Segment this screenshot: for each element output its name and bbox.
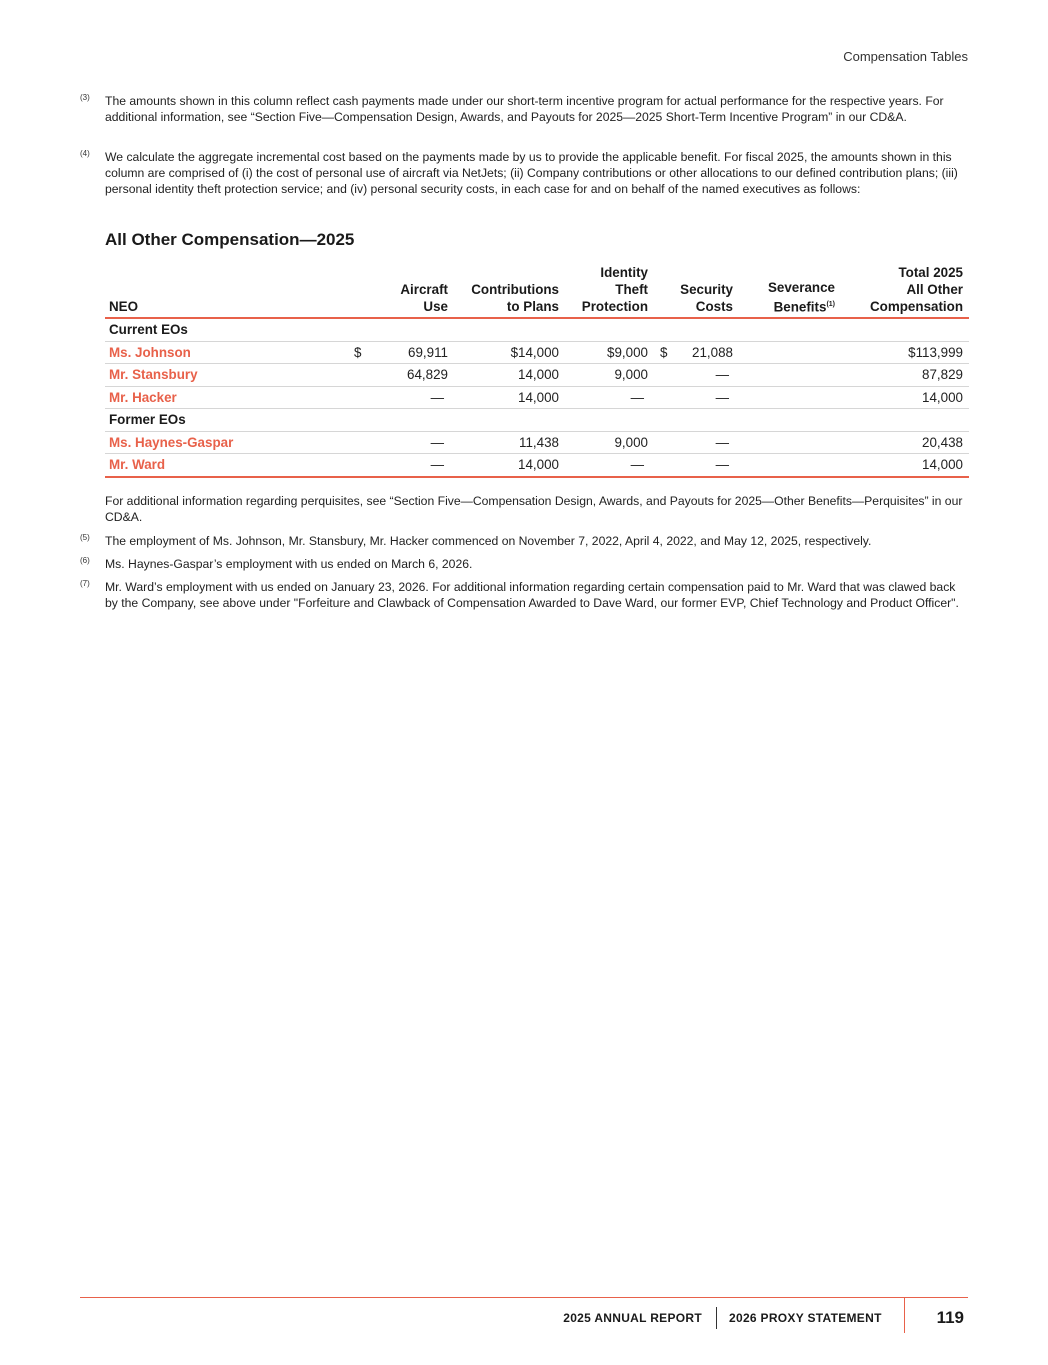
header-total: Total 2025 All Other Compensation	[841, 264, 969, 318]
contributions-value: 14,000	[454, 454, 565, 477]
identity-value: 9,000	[565, 431, 654, 454]
security-value: —	[654, 364, 739, 387]
neo-name: Mr. Stansbury	[105, 364, 348, 387]
neo-name: Ms. Johnson	[105, 341, 348, 364]
identity-value: $9,000	[565, 341, 654, 364]
footnote-marker: (7)	[80, 579, 90, 588]
neo-name: Mr. Ward	[105, 454, 348, 477]
footnote-text: The employment of Ms. Johnson, Mr. Stansbury, Mr. Hacker commenced on November 7, 2022, April 4, 2022, and May 12, 2025, respectively.	[105, 534, 872, 548]
header-identity-theft: Identity Theft Protection	[565, 264, 654, 318]
running-header: Compensation Tables	[843, 49, 968, 64]
table-row	[105, 341, 969, 364]
footnote-4	[80, 149, 970, 198]
footnote-marker: (3)	[80, 93, 90, 102]
total-value: 87,829	[841, 364, 969, 387]
footnote-text: Mr. Ward’s employment with us ended on January 23, 2026. For additional information regarding certain compensation paid to Mr. Ward that was clawed back by the Company, see above under "Forfeiture and Clawback of Compensation Awarded to Dave Ward, our former EVP, Chief Technology and Product Officer".	[105, 580, 959, 611]
aircraft-value: $ 69,911	[348, 341, 454, 364]
group-row-current: Current EOs	[105, 318, 969, 341]
security-value: —	[654, 431, 739, 454]
footer-divider	[80, 1297, 968, 1298]
table-row	[105, 454, 969, 477]
table-header-row	[105, 264, 969, 318]
footer-separator	[716, 1307, 717, 1329]
footnote-5	[80, 533, 970, 549]
neo-name: Ms. Haynes-Gaspar	[105, 431, 348, 454]
security-value: —	[654, 454, 739, 477]
footnote-marker: (6)	[80, 556, 90, 565]
header-severance: Severance Benefits$^{(1)}$	[739, 264, 841, 318]
all-other-compensation-table	[105, 264, 969, 478]
security-value: $ 21,088	[654, 341, 739, 364]
footer-separator	[904, 1297, 905, 1333]
identity-value: 9,000	[565, 364, 654, 387]
note-text: For additional information regarding perquisites, see “Section Five—Compensation Design, Awards, and Payouts for 2025—Other Benefits—Perquisites” in our CD&A.	[105, 494, 963, 525]
footnote-text: Ms. Haynes-Gaspar’s employment with us ended on March 6, 2026.	[105, 557, 473, 571]
contributions-value: 14,000	[454, 386, 565, 409]
page-number: 119	[936, 1308, 964, 1327]
group-row-former: Former EOs	[105, 409, 969, 432]
table-row	[105, 386, 969, 409]
header-neo: NEO	[105, 264, 348, 318]
table-title: All Other Compensation—2025	[105, 230, 355, 249]
header-security-costs: Security Costs	[654, 264, 739, 318]
severance-value	[739, 341, 841, 364]
aircraft-value: —	[348, 454, 454, 477]
aircraft-value: —	[348, 386, 454, 409]
footnote-text: The amounts shown in this column reflect cash payments made under our short-term incentive program for actual performance for the respective years. For additional information, see “Section Five—Compensation Design, Awards, and Payouts for 2025—2025 Short-Term Incentive Program” in our CD&A.	[105, 94, 944, 125]
severance-value	[739, 364, 841, 387]
security-value: —	[654, 386, 739, 409]
contributions-value: 11,438	[454, 431, 565, 454]
total-value: 14,000	[841, 386, 969, 409]
identity-value: —	[565, 454, 654, 477]
footnote-7	[80, 579, 970, 611]
table-row	[105, 364, 969, 387]
header-aircraft-use: Aircraft Use	[348, 264, 454, 318]
footer-annual-report: 2025 ANNUAL REPORT	[563, 1311, 702, 1325]
footer-proxy-statement: 2026 PROXY STATEMENT	[729, 1311, 882, 1325]
total-value: $113,999	[841, 341, 969, 364]
severance-value	[739, 386, 841, 409]
contributions-value: 14,000	[454, 364, 565, 387]
footnote-marker: (5)	[80, 533, 90, 542]
header-contributions: Contributions to Plans	[454, 264, 565, 318]
total-value: 14,000	[841, 454, 969, 477]
severance-value	[739, 431, 841, 454]
aircraft-value: —	[348, 431, 454, 454]
perquisites-note	[80, 493, 970, 525]
footnote-3	[80, 93, 970, 125]
total-value: 20,438	[841, 431, 969, 454]
severance-value	[739, 454, 841, 477]
footnote-6	[80, 556, 970, 572]
footnote-marker: (4)	[80, 149, 90, 158]
contributions-value: $14,000	[454, 341, 565, 364]
table-row	[105, 431, 969, 454]
aircraft-value: 64,829	[348, 364, 454, 387]
identity-value: —	[565, 386, 654, 409]
footnote-text: We calculate the aggregate incremental cost based on the payments made by us to provide the applicable benefit. For fiscal 2025, the amounts shown in this column are comprised of (i) the cost of personal use of aircraft via NetJets; (ii) Company contributions or other allocations to our defined contribution plans; (iii) personal identity theft protection service; and (iv) personal security costs, in each case for and on behalf of the named executives as follows:	[105, 150, 958, 197]
neo-name: Mr. Hacker	[105, 386, 348, 409]
